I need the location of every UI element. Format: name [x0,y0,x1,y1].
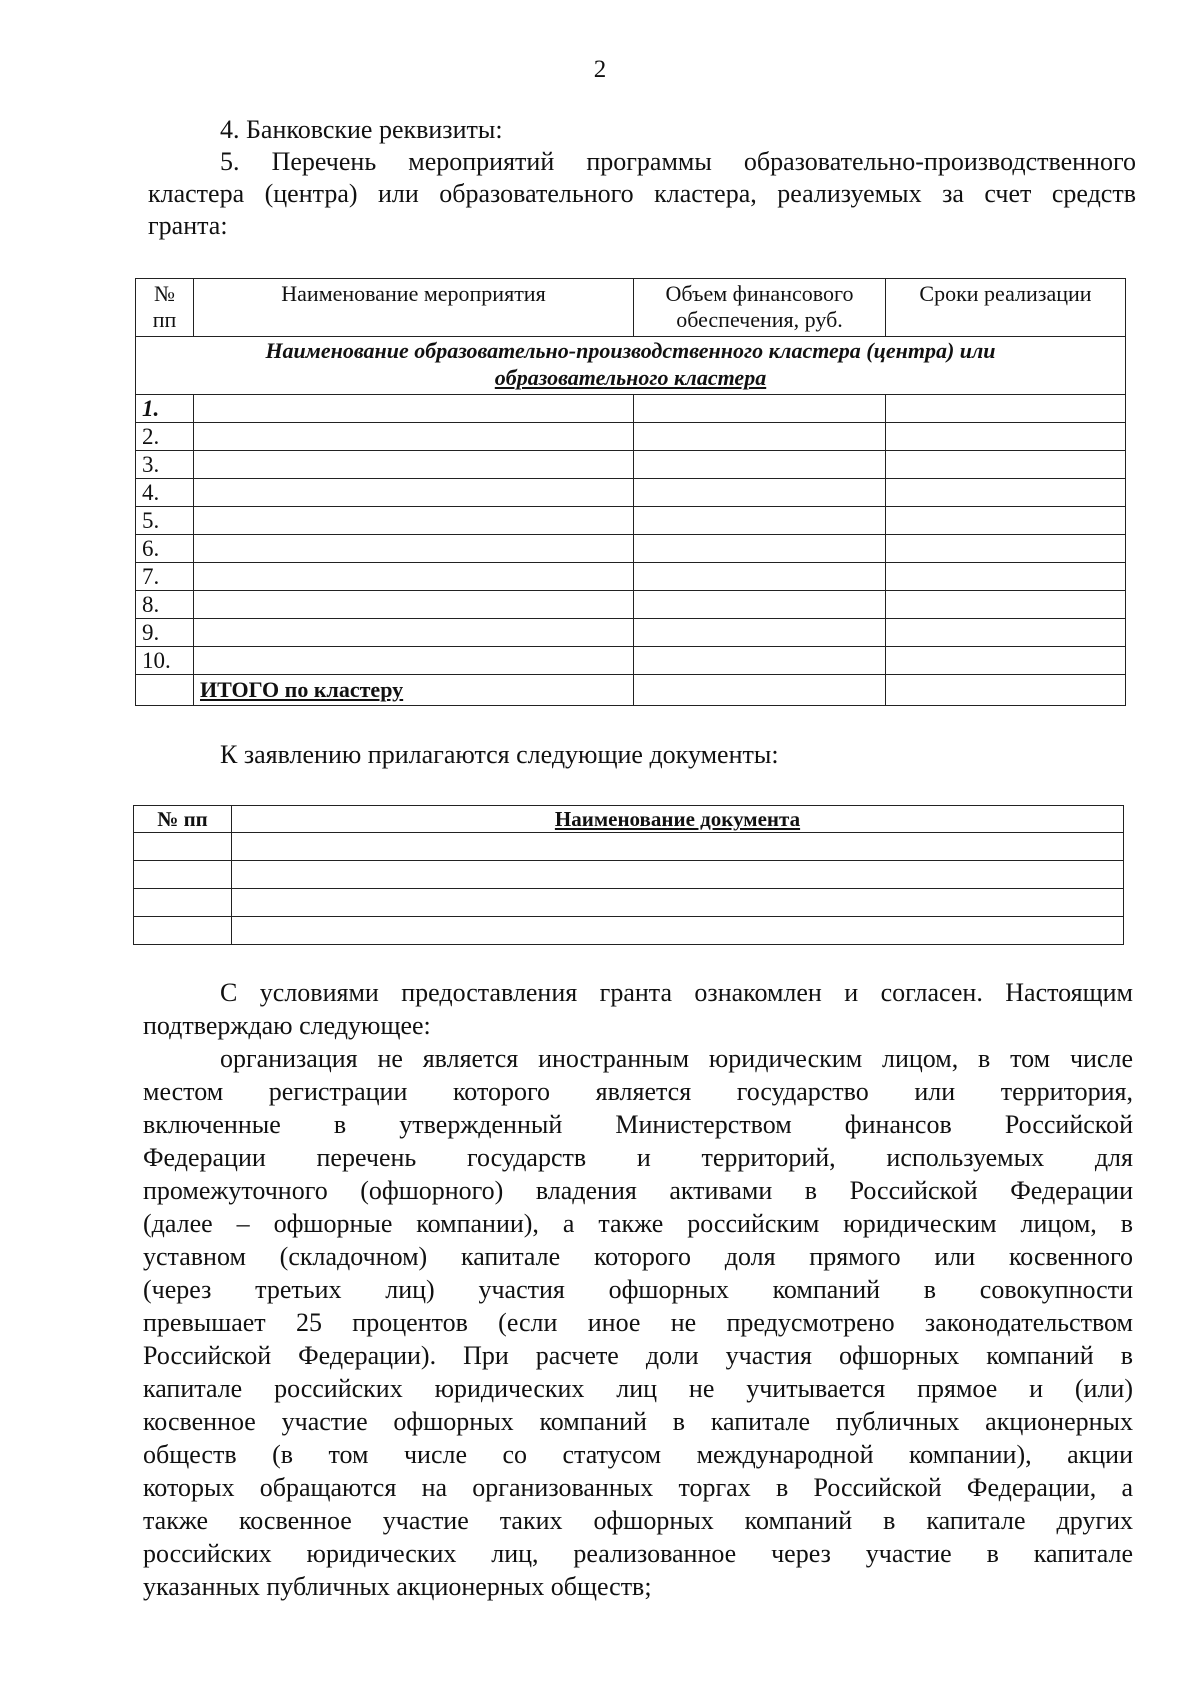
row-terms [886,451,1126,479]
doc-name [232,861,1124,889]
row-volume [634,507,886,535]
row-name [194,451,634,479]
row-num: 3. [136,451,194,479]
conditions-line: включенные в утвержденный Министерством финансов Российской [143,1110,1133,1139]
doc-header-name [232,806,1124,833]
total-num [136,675,194,706]
conditions-line: уставном (складочном) капитале которого доля прямого или косвенного [143,1242,1133,1271]
table-row [136,395,1126,423]
documents-intro: К заявлению прилагаются следующие документы: [220,740,779,769]
total-terms [886,675,1126,706]
cluster-name-line1: Наименование образовательно-производственного кластера (центра) или [265,338,996,363]
table-row [136,451,1126,479]
row-num: 4. [136,479,194,507]
events-table [135,278,1126,706]
table-row [136,479,1126,507]
row-num: 2. [136,423,194,451]
row-volume [634,451,886,479]
total-volume [634,675,886,706]
conditions-line: указанных публичных акционерных обществ; [143,1572,652,1601]
conditions-text [143,976,1133,1603]
table-row [136,591,1126,619]
table-row [136,423,1126,451]
row-name [194,563,634,591]
row-volume [634,647,886,675]
row-terms [886,647,1126,675]
cluster-name-cell [136,337,1126,395]
row-volume [634,423,886,451]
item-events-list-end: гранта: [148,211,228,240]
cluster-name-row [136,337,1126,395]
total-label-text: ИТОГО по кластеру [200,677,404,702]
row-name [194,619,634,647]
item-bank-details: 4. Банковские реквизиты: [220,115,503,144]
conditions-line: (через третьих лиц) участия офшорных компаний в совокупности [143,1275,1133,1304]
conditions-line: Российской Федерации). При расчете доли участия офшорных компаний в [143,1341,1133,1370]
table-row [134,889,1124,917]
row-volume [634,619,886,647]
conditions-line: обществ (в том числе со статусом международной компании), акции [143,1440,1133,1469]
table-row [136,647,1126,675]
row-terms [886,479,1126,507]
conditions-line: (далее – офшорные компании), а также российским юридическим лицом, в [143,1209,1133,1238]
table-row [136,507,1126,535]
doc-num [134,889,232,917]
table-row [134,917,1124,945]
conditions-line: подтверждаю следующее: [143,1011,431,1040]
conditions-line: местом регистрации которого является государство или территория, [143,1077,1133,1106]
row-name [194,395,634,423]
documents-table [133,805,1124,945]
doc-num [134,861,232,889]
row-name [194,479,634,507]
table-row [136,563,1126,591]
row-num: 8. [136,591,194,619]
conditions-line: превышает 25 процентов (если иное не предусмотрено законодательством [143,1308,1133,1337]
row-name [194,535,634,563]
row-terms [886,395,1126,423]
row-name [194,591,634,619]
doc-header-num: № пп [134,806,232,833]
documents-table-header [134,806,1124,833]
table-row [134,833,1124,861]
item-events-list: 5. Перечень мероприятий программы образовательно-производственного [220,147,1136,176]
row-num: 10. [136,647,194,675]
row-volume [634,395,886,423]
events-table-header [136,279,1126,337]
doc-num [134,833,232,861]
conditions-line: организация не является иностранным юридическим лицом, в том числе [220,1044,1133,1073]
item-events-list-cont: кластера (центра) или образовательного кластера, реализуемых за счет средств [148,179,1136,208]
conditions-line: косвенное участие офшорных компаний в капитале публичных акционерных [143,1407,1133,1436]
row-volume [634,535,886,563]
intro-section [148,114,1136,242]
total-label [194,675,634,706]
conditions-line: российских юридических лиц, реализованное через участие в капитале [143,1539,1133,1568]
doc-name [232,917,1124,945]
row-num: 5. [136,507,194,535]
row-terms [886,507,1126,535]
row-name [194,647,634,675]
conditions-line: Федерации перечень государств и территорий, используемых для [143,1143,1133,1172]
table-row [134,861,1124,889]
doc-num [134,917,232,945]
header-event-name: Наименование мероприятия [194,279,634,337]
total-row [136,675,1126,706]
conditions-line: промежуточного (офшорного) владения активами в Российской Федерации [143,1176,1133,1205]
row-terms [886,619,1126,647]
row-terms [886,535,1126,563]
header-volume-1: Объем финансового [665,281,854,306]
header-volume [634,279,886,337]
conditions-line: капитале российских юридических лиц не учитывается прямое и (или) [143,1374,1133,1403]
row-num: 7. [136,563,194,591]
doc-name [232,833,1124,861]
doc-header-name-text: Наименование документа [554,807,801,831]
conditions-line: также косвенное участие таких офшорных компаний в капитале других [143,1506,1133,1535]
table-row [136,619,1126,647]
conditions-line: которых обращаются на организованных торгах в Российской Федерации, а [143,1473,1133,1502]
page-number: 2 [593,56,607,83]
row-name [194,507,634,535]
row-num: 6. [136,535,194,563]
row-volume [634,479,886,507]
table-row [136,535,1126,563]
row-volume [634,591,886,619]
row-name [194,423,634,451]
header-terms: Сроки реализации [886,279,1126,337]
header-volume-2: обеспечения, руб. [676,307,843,332]
row-num: 1. [136,395,194,423]
row-volume [634,563,886,591]
row-terms [886,591,1126,619]
doc-name [232,889,1124,917]
row-num: 9. [136,619,194,647]
header-num: № пп [136,279,194,337]
row-terms [886,423,1126,451]
cluster-name-line2: образовательного кластера [494,365,767,390]
conditions-line: С условиями предоставления гранта ознакомлен и согласен. Настоящим [220,978,1133,1007]
row-terms [886,563,1126,591]
